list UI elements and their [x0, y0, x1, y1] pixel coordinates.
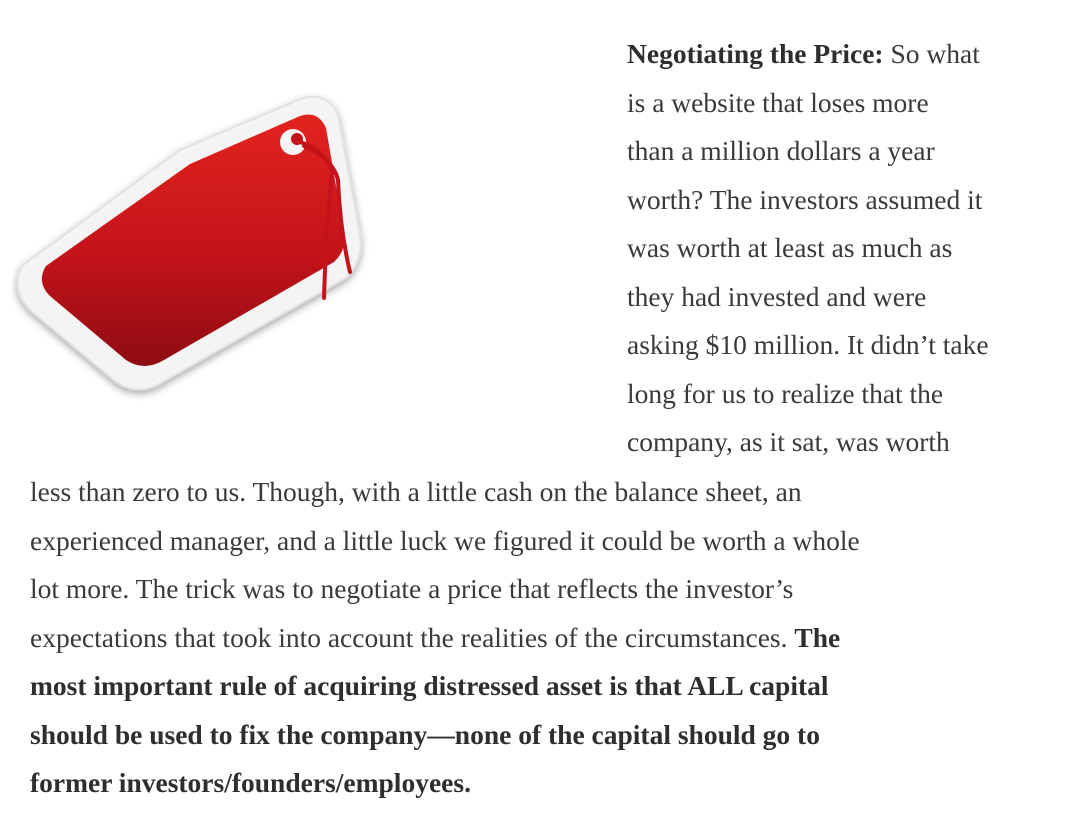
- text-line: they had invested and were: [627, 280, 927, 312]
- text-line: worth? The investors assumed it: [627, 183, 983, 215]
- text-line: company, as it sat, was worth: [627, 426, 950, 457]
- text-line: than a million dollars a year: [627, 135, 935, 166]
- price-tag-icon: [8, 80, 398, 410]
- text-line: less than zero to us. Though, with a little cash on the balance sheet, an: [30, 476, 802, 507]
- section-heading: Negotiating the Price:: [627, 38, 884, 69]
- text-line: expectations that took into account the realities of the circumstances. The: [30, 621, 841, 653]
- bold-rule-text: The: [794, 621, 841, 653]
- text-line: is a website that loses more: [627, 86, 929, 118]
- text-line: lot more. The trick was to negotiate a price that reflects the investor’s: [30, 573, 794, 604]
- text-line: long for us to realize that the: [627, 377, 944, 409]
- bottom-paragraph: [30, 468, 1070, 808]
- text-line: experienced manager, and a little luck we figured it could be worth a whole: [30, 524, 860, 556]
- text-line: was worth at least as much as: [627, 232, 953, 263]
- text-line: asking $10 million. It didn’t take: [627, 329, 989, 360]
- top-paragraph: [627, 30, 1072, 467]
- bold-rule-text: should be used to fix the company—none of the capital should go to: [30, 718, 820, 750]
- bold-rule-text: most important rule of acquiring distressed asset is that ALL capital: [30, 670, 829, 701]
- bold-rule-text: former investors/founders/employees.: [30, 767, 471, 798]
- text-line: Negotiating the Price: So what: [627, 38, 980, 69]
- price-tag-image: [8, 80, 398, 410]
